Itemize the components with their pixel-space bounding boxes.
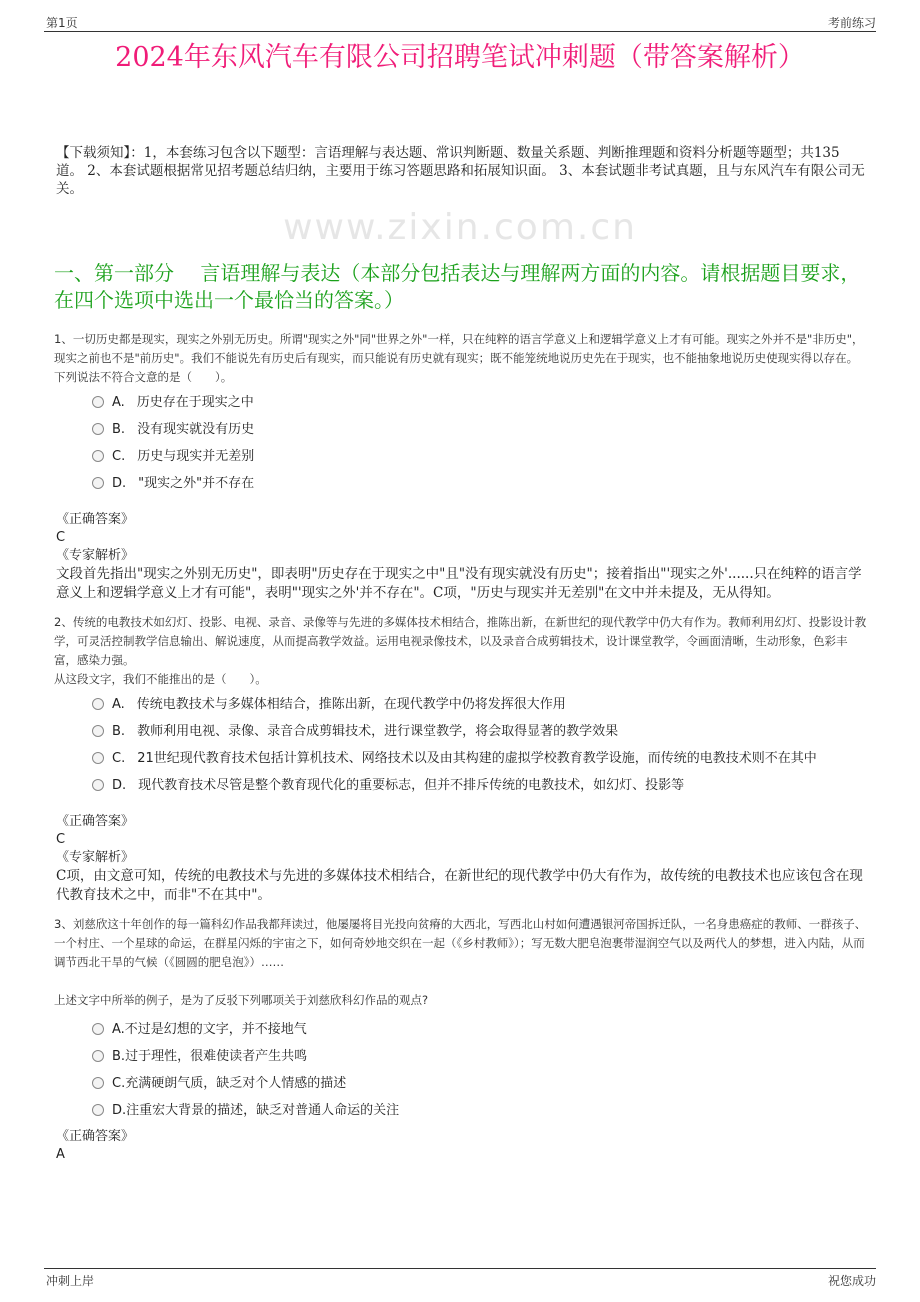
page-title: 2024年东风汽车有限公司招聘笔试冲刺题（带答案解析） <box>115 42 805 73</box>
page-number: 第1页 <box>46 16 78 30</box>
option-b[interactable] <box>92 720 872 743</box>
option-letter: B. <box>112 724 126 739</box>
option-letter: B. <box>112 422 126 437</box>
stem-text: 1、一切历史都是现实，现实之外别无历史。所谓"现实之外"同"世界之外"一样，只在纯粹的语言学意义上和逻辑学意义上才有可能。现实之外并不是"非历史"，现实之前也不是"前历史"。我们不能说先有历史后有现实，而只能说有历史就有现实；既不能笼统地说历史先在于现实，也不能抽象地说历史使现实得以存在。 <box>54 332 864 365</box>
option-a[interactable] <box>92 1018 872 1041</box>
option-text: 历史存在于现实之中 <box>136 395 254 410</box>
option-letter: D. <box>112 476 127 491</box>
option-text: 21世纪现代教育技术包括计算机技术、网络技术以及由其构建的虚拟学校教育教学设施，而传统的电教技术则不在其中 <box>137 751 817 766</box>
radio-icon[interactable] <box>92 779 104 791</box>
answer-label: 《正确答案》 <box>56 512 135 527</box>
footer-rule <box>44 1268 876 1269</box>
document-body <box>0 40 920 1164</box>
stem-text: 3、刘慈欣这十年创作的每一篇科幻作品我都拜读过，他屡屡将目光投向贫瘠的大西北，写西北山村如何遭遇银河帝国拆迁队，一名身患癌症的教师、一群孩子、一个村庄、一个星球的命运，在群星闪烁的宇宙之下，如何奇妙地交织在一起（《乡村教师》）；写无数大肥皂泡裹带湿润空气以及两代人的梦想，进入内陆，从而调节西北干旱的气候（《圆圆的肥皂泡》）…… <box>54 917 867 969</box>
option-text: 现代教育技术尽管是整个教育现代化的重要标志，但并不排斥传统的电教技术，如幻灯、投影等 <box>138 778 685 793</box>
radio-icon[interactable] <box>92 752 104 764</box>
radio-icon[interactable] <box>92 725 104 737</box>
question-3-stem <box>54 915 870 1010</box>
radio-icon[interactable] <box>92 396 104 408</box>
correct-answer: C <box>56 530 66 545</box>
option-d[interactable] <box>92 1099 872 1122</box>
correct-answer: C <box>56 832 66 847</box>
radio-icon[interactable] <box>92 1023 104 1035</box>
option-a[interactable] <box>92 693 872 716</box>
option-a[interactable] <box>92 391 872 414</box>
section-heading: 一、第一部分 言语理解与表达（本部分包括表达与理解两方面的内容。请根据题目要求，在四个选项中选出一个最恰当的答案。） <box>54 261 861 312</box>
option-letter: A. <box>112 697 125 712</box>
header-right: 考前练习 <box>827 16 876 30</box>
option-c[interactable] <box>92 445 872 468</box>
prompt-text: 下列说法不符合文意的是（ ）。 <box>54 370 233 384</box>
option-letter: D. <box>112 778 127 793</box>
radio-icon[interactable] <box>92 477 104 489</box>
option-text: 注重宏大背景的描述，缺乏对普通人命运的关注 <box>126 1103 400 1118</box>
option-c[interactable] <box>92 747 872 770</box>
footer-right: 祝您成功 <box>827 1274 876 1288</box>
option-text: 过于理性，很难使读者产生共鸣 <box>125 1049 308 1064</box>
answer-label: 《正确答案》 <box>56 814 135 829</box>
option-letter: C. <box>112 449 126 464</box>
radio-icon[interactable] <box>92 423 104 435</box>
analysis-text: 文段首先指出"现实之外别无历史"，即表明"历史存在于现实之中"且"没有现实就没有历史"；接着指出"'现实之外'......只在纯粹的语言学意义上和逻辑学意义上才有可能"，表明"'现实之外'并不存在"。C项，"历史与现实并无差别"在文中并未提及，无从得知。 <box>56 566 862 601</box>
option-text: 不过是幻想的文字，并不接地气 <box>124 1022 307 1037</box>
radio-icon[interactable] <box>92 1050 104 1062</box>
option-letter: B. <box>112 1049 126 1064</box>
option-letter: A. <box>112 1022 125 1037</box>
option-text: 充满硬朗气质，缺乏对个人情感的描述 <box>125 1076 347 1091</box>
prompt-text: 上述文字中所举的例子，是为了反驳下列哪项关于刘慈欣科幻作品的观点? <box>54 993 429 1007</box>
question-1-stem <box>54 330 870 387</box>
option-text: 教师利用电视、录像、录音合成剪辑技术，进行课堂教学，将会取得显著的教学效果 <box>137 724 619 739</box>
question-2-stem <box>54 613 870 689</box>
watermark: www.zixin.com.cn <box>283 207 637 248</box>
option-letter: D. <box>112 1103 127 1118</box>
option-text: 历史与现实并无差别 <box>137 449 255 464</box>
option-letter: A. <box>112 395 125 410</box>
option-text: 没有现实就没有历史 <box>137 422 255 437</box>
option-d[interactable] <box>92 774 872 797</box>
answer-label: 《正确答案》 <box>56 1129 135 1144</box>
analysis-text: C项，由文意可知，传统的电教技术与先进的多媒体技术相结合，在新世纪的现代教学中仍大有作为，故传统的电教技术也应该包含在现代教育技术之中，而非"不在其中"。 <box>56 868 863 903</box>
footer-left: 冲刺上岸 <box>46 1274 95 1288</box>
option-text: 传统电教技术与多媒体相结合，推陈出新，在现代教学中仍将发挥很大作用 <box>136 697 566 712</box>
option-d[interactable] <box>92 472 872 495</box>
radio-icon[interactable] <box>92 698 104 710</box>
option-letter: C. <box>112 1076 126 1091</box>
option-text: "现实之外"并不存在 <box>138 476 255 491</box>
radio-icon[interactable] <box>92 450 104 462</box>
option-letter: C. <box>112 751 126 766</box>
option-c[interactable] <box>92 1072 872 1095</box>
analysis-label: 《专家解析》 <box>56 850 135 865</box>
header-rule <box>44 31 876 32</box>
stem-text: 2、传统的电教技术如幻灯、投影、电视、录音、录像等与先进的多媒体技术相结合，推陈出新，在新世纪的现代教学中仍大有作为。教师利用幻灯、投影设计教学，可灵活控制教学信息输出、解说速度，从而提高教学效益。运用电视录像技术，以及录音合成剪辑技术，设计课堂教学，令画面清晰，生动形象，色彩丰富，感染力强。 <box>54 615 867 667</box>
correct-answer: A <box>56 1147 65 1162</box>
radio-icon[interactable] <box>92 1104 104 1116</box>
download-notice: 【下载须知】：1，本套练习包含以下题型：言语理解与表达题、常识判断题、数量关系题、判断推理题和资料分析题等题型；共135道。 2、本套试题根据常见招考题总结归纳，主要用于练习答题思路和拓展知识面。 3、本套试题非考试真题，且与东风汽车有限公司无关。 <box>56 145 865 197</box>
option-b[interactable] <box>92 418 872 441</box>
analysis-label: 《专家解析》 <box>56 548 135 563</box>
option-b[interactable] <box>92 1045 872 1068</box>
prompt-text: 从这段文字，我们不能推出的是（ ）。 <box>54 672 267 686</box>
radio-icon[interactable] <box>92 1077 104 1089</box>
